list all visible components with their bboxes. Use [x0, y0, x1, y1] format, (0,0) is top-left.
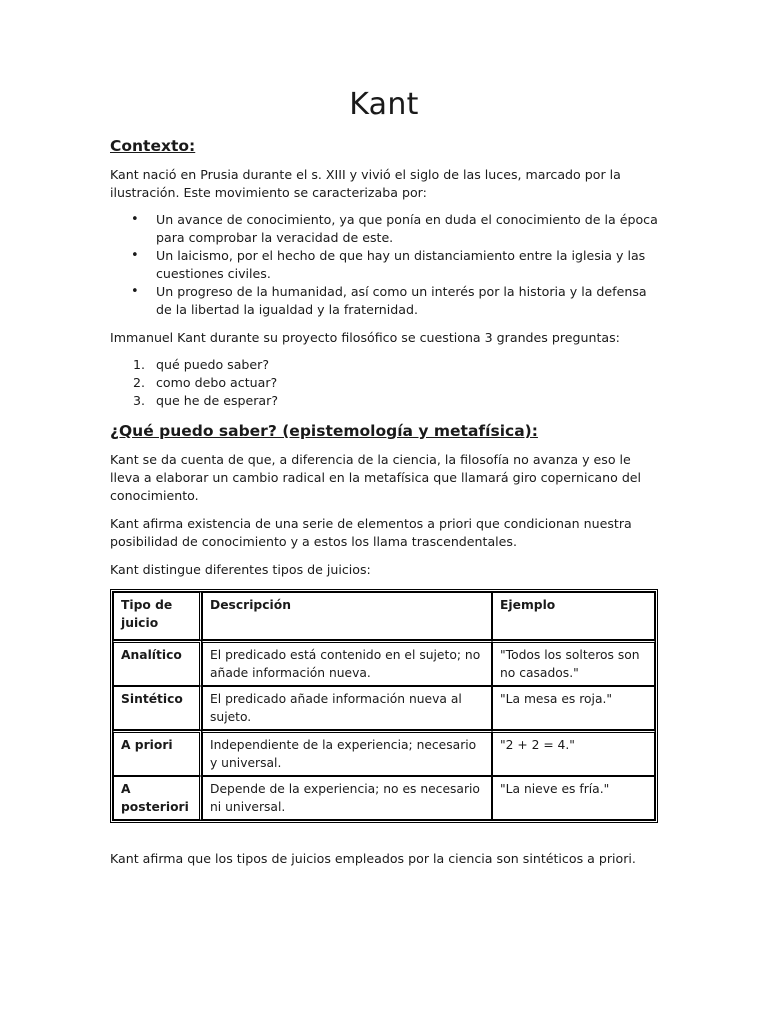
epistemology-paragraph-1: Kant se da cuenta de que, a diferencia de la ciencia, la filosofía no avanza y eso le lleva a elaborar un cambio radical en la metafísica que llamará giro copernicano del conocimiento.	[110, 452, 642, 503]
questions-list	[110, 356, 658, 410]
table-cell: "La nieve es fría."	[492, 776, 655, 820]
table-header-cell: Ejemplo	[492, 592, 655, 640]
table-cell: "Todos los solteros son no casados."	[492, 640, 655, 686]
table-cell: El predicado está contenido en el sujeto; no añade información nueva.	[202, 640, 492, 686]
table-header-cell: Tipo de juicio	[113, 592, 202, 640]
bullet-icon: •	[131, 284, 139, 299]
page-title: Kant	[349, 87, 419, 122]
table-cell: Independiente de la experiencia; necesario y universal.	[202, 730, 492, 776]
bullet-item: • Un laicismo, por el hecho de que hay un distanciamiento entre la iglesia y las cuestiones civiles.	[131, 248, 646, 281]
table-cell: "2 + 2 = 4."	[492, 730, 655, 776]
table-cell: A priori	[113, 730, 202, 776]
epistemology-heading: ¿Qué puedo saber? (epistemología y metafísica):	[110, 422, 538, 440]
question-item: 2. como debo actuar?	[133, 375, 278, 390]
table-cell: Analítico	[113, 640, 202, 686]
enlightenment-bullet-list	[110, 211, 658, 319]
epistemology-paragraph-3: Kant distingue diferentes tipos de juicios:	[110, 562, 371, 577]
context-intro: Kant nació en Prusia durante el s. XIII y vivió el siglo de las luces, marcado por la ilustración. Este movimiento se caracterizaba por:	[110, 167, 621, 200]
table-cell: Depende de la experiencia; no es necesario ni universal.	[202, 776, 492, 820]
table-header-row	[113, 592, 655, 640]
epistemology-paragraph-2: Kant afirma existencia de una serie de elementos a priori que condicionan nuestra posibilidad de conocimiento y a estos los llama trascendentales.	[110, 516, 632, 549]
table-cell: A posteriori	[113, 776, 202, 820]
judgments-table	[110, 589, 658, 823]
table-row	[113, 686, 655, 730]
table-cell: "La mesa es roja."	[492, 686, 655, 730]
table-row	[113, 776, 655, 820]
bullet-item: • Un progreso de la humanidad, así como un interés por la historia y la defensa de la libertad la igualdad y la fraternidad.	[131, 284, 647, 317]
bullet-item: • Un avance de conocimiento, ya que ponía en duda el conocimiento de la época para comprobar la veracidad de este.	[131, 212, 658, 245]
question-item: 3. que he de esperar?	[133, 393, 279, 408]
table-cell: El predicado añade información nueva al sujeto.	[202, 686, 492, 730]
table-header-cell: Descripción	[202, 592, 492, 640]
table-row	[113, 640, 655, 686]
conclusion-paragraph: Kant afirma que los tipos de juicios empleados por la ciencia son sintéticos a priori.	[110, 851, 636, 866]
document-page	[110, 86, 658, 868]
table-cell: Sintético	[113, 686, 202, 730]
table-row	[113, 730, 655, 776]
question-item: 1. qué puedo saber?	[133, 357, 270, 372]
bullet-icon: •	[131, 248, 139, 263]
questions-intro: Immanuel Kant durante su proyecto filosófico se cuestiona 3 grandes preguntas:	[110, 330, 620, 345]
context-heading: Contexto:	[110, 137, 196, 155]
bullet-icon: •	[131, 212, 139, 227]
